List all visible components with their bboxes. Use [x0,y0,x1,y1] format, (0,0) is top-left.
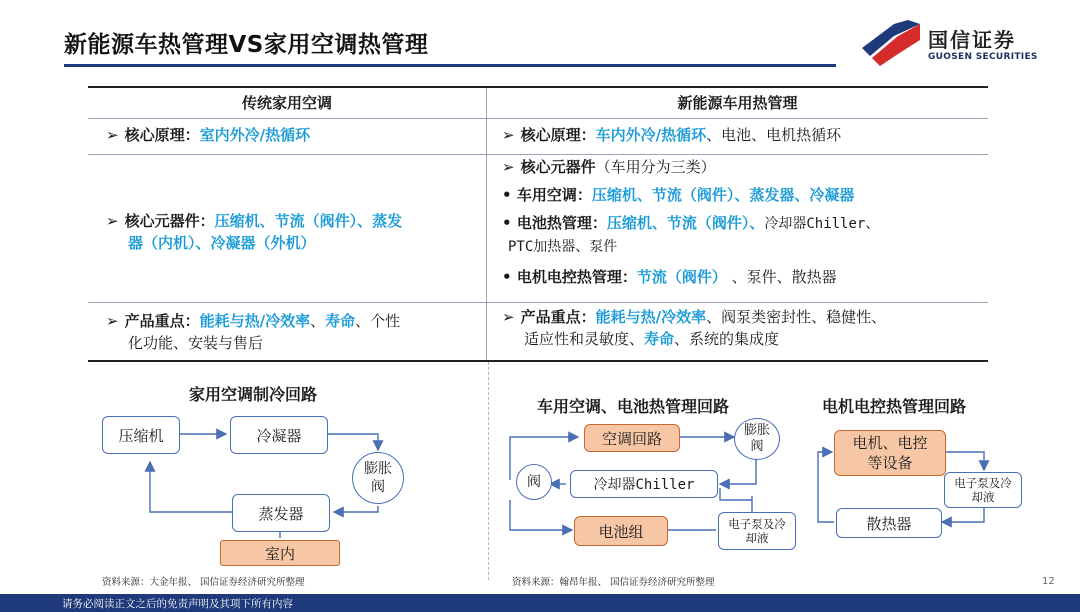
row3-left-line2: 化功能、安装与售后 [128,334,264,352]
row2-right-note: （车用分为三类） [595,158,716,176]
car-ac-key: 车用空调： [516,186,592,204]
row2-right-cell: ➢ 核心元器件（车用分为三类） • 车用空调：压缩机、节流（阀件）、蒸发器、冷凝器 • 电池热管理：压缩机、节流（阀件）、冷却器Chiller、 PTC加热器、泵件 • 电机电控热管理：节流（阀件） 、泵件、散热器 [502,158,880,286]
radiator-box: 散热器 [836,508,942,538]
row1-left-highlight: 室内外冷/热循环 [199,126,311,144]
bullet-arrow-icon: ➢ [106,312,119,330]
motor-diagram-title: 电机电控热管理回路 [821,397,966,416]
chiller-box: 冷却器Chiller [570,470,718,498]
row1-right-rest: 、电池、电机热循环 [706,126,842,144]
battery-pack-box: 电池组 [574,516,668,546]
car-battery-diagram-title: 车用空调、电池热管理回路 [536,397,729,416]
home-ac-diagram-title: 家用空调制冷回路 [188,385,317,404]
row3-left-highlight1: 能耗与热/冷效率 [199,312,311,330]
row1-right-highlight: 车内外冷/热循环 [595,126,707,144]
row3-right-key: 产品重点： [520,308,596,326]
bullet-arrow-icon: ➢ [502,126,515,144]
row1-right-key: 核心原理： [520,126,596,144]
column-header-left: 传统家用空调 [241,94,332,112]
bullet-arrow-icon: ➢ [502,158,515,176]
disclaimer-text: 请务必阅读正文之后的免责声明及其项下所有内容 [62,598,293,610]
row3-left-sep: 、 [310,312,326,330]
battery-thermal-key: 电池热管理： [516,214,607,232]
row3-right-rest: 、阀泵类密封性、稳健性、 [706,308,887,326]
page-number: 12 [1042,576,1055,587]
compressor-box: 压缩机 [102,416,180,454]
motor-thermal-components: 节流（阀件） [636,268,727,286]
footer-bar [0,594,1080,612]
battery-thermal-line2: PTC加热器、泵件 [508,239,618,255]
logo-english-name: GUOSEN SECURITIES [928,52,1038,62]
valve-node: 阀 [516,464,552,500]
logo-chinese-name: 国信证券 [928,28,1016,52]
row2-right-key: 核心元器件 [520,158,596,176]
row3-right-highlight1: 能耗与热/冷效率 [595,308,707,326]
row2-left-highlight-line2: 器（内机）、冷凝器（外机） [128,234,316,252]
motor-equipment-box: 电机、电控 等设备 [834,430,946,476]
bullet-arrow-icon: ➢ [106,212,119,230]
evaporator-box: 蒸发器 [232,494,330,532]
row3-left-key: 产品重点： [124,312,200,330]
motor-thermal-key: 电机电控热管理： [516,268,637,286]
battery-thermal-components: 压缩机、节流（阀件）、 [606,214,765,232]
source-note-left: 资料来源：大金年报、 国信证券经济研究所整理 [102,577,305,588]
column-header-right: 新能源车用热管理 [677,94,798,112]
pump-coolant-box: 电子泵及冷 却液 [718,512,796,550]
ac-loop-box: 空调回路 [584,424,680,452]
row3-left-rest: 、个性 [355,312,401,330]
bullet-arrow-icon: ➢ [106,126,119,144]
battery-thermal-chiller: 冷却器Chiller、 [764,216,880,232]
row2-left-highlight-line1: 压缩机、节流（阀件）、蒸发 [214,212,403,230]
pump-coolant-box: 电子泵及冷 却液 [944,472,1022,508]
row3-right-line2a: 适应性和灵敏度、 [524,330,645,348]
page-title: 新能源车热管理VS家用空调热管理 [64,32,429,58]
car-ac-components: 压缩机、节流（阀件）、蒸发器、冷凝器 [591,186,855,204]
row3-left-highlight2: 寿命 [325,312,356,330]
indoor-box: 室内 [220,540,340,566]
row1-left-key: 核心原理： [124,126,200,144]
row3-right-line2b: 、系统的集成度 [674,330,780,348]
expansion-valve-node: 膨胀 阀 [352,452,404,504]
source-note-right: 资料来源：翰昂年报、 国信证券经济研究所整理 [512,577,715,588]
motor-thermal-rest: 、泵件、散热器 [726,268,837,286]
condenser-box: 冷凝器 [230,416,328,454]
row3-right-highlight2: 寿命 [644,330,675,348]
bullet-arrow-icon: ➢ [502,308,515,326]
expansion-valve-node: 膨胀 阀 [734,418,780,460]
row2-left-key: 核心元器件： [124,212,215,230]
